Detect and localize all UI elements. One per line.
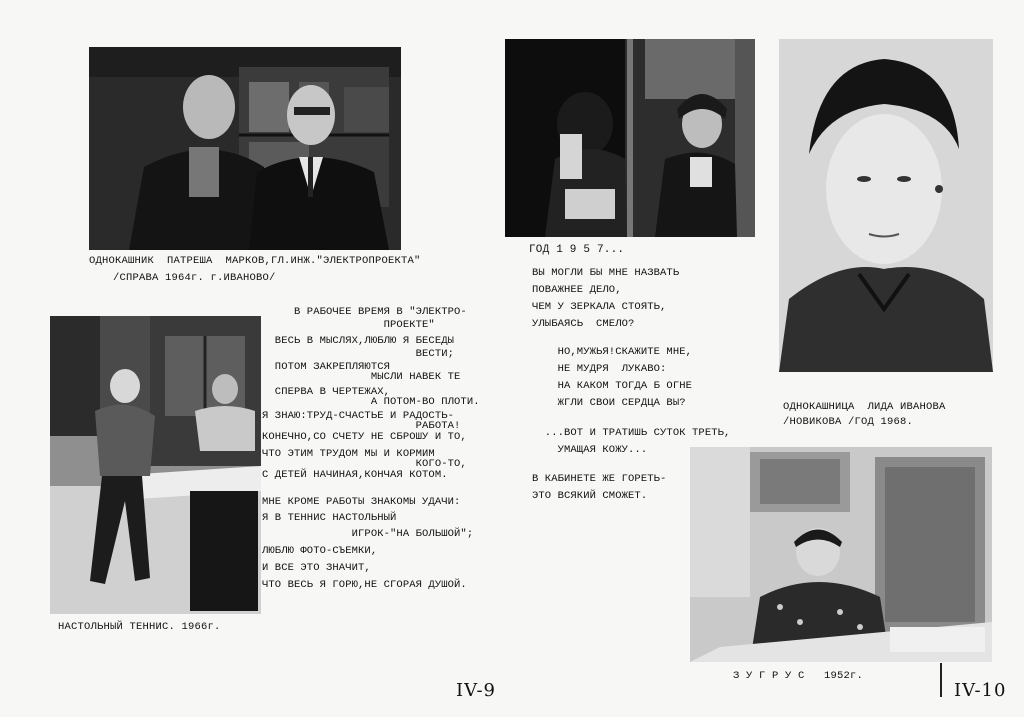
left-poem-line: ПОТОМ ЗАКРЕПЛЯЮТСЯ [262,361,391,373]
office-caption: З У Г Р У С 1952г. [733,670,864,682]
left-poem-line: КОНЕЧНО,СО СЧЕТУ НЕ СБРОШУ И ТО, [262,431,467,443]
photo1-caption-line2: /СПРАВА 1964г. г.ИВАНОВО/ [113,272,276,284]
right-poem-line: НЕ МУДРЯ ЛУКАВО: [532,363,667,375]
right-poem-line: ЧЕМ У ЗЕРКАЛА СТОЯТЬ, [532,301,667,313]
left-poem-line: В РАБОЧЕЕ ВРЕМЯ В "ЭЛЕКТРО- [262,306,467,318]
right-poem-line: УЛЫБАЯСЬ СМЕЛО? [532,318,635,330]
left-poem-line: ВЕСТИ; [262,348,455,360]
photo-portrait-image [779,39,993,372]
left-poem-line: МЫСЛИ НАВЕК ТЕ [262,371,461,383]
year-caption: ГОД 1 9 5 7... [529,244,625,256]
photo-two-men-bookshelf [89,47,401,250]
left-poem-line: РАБОТА! [262,420,461,432]
right-poem-line: ЖГЛИ СВОИ СЕРДЦА ВЫ? [532,397,686,409]
photo-portrait-woman [779,39,993,372]
left-poem-line: ПРОЕКТЕ" [262,319,435,331]
photo1-caption-line1: ОДНОКАШНИК ПАТРЕША МАРКОВ,ГЛ.ИНЖ."ЭЛЕКТРОПРОЕКТА" [89,255,421,267]
photo2-caption: НАСТОЛЬНЫЙ ТЕННИС. 1966г. [58,621,221,633]
right-poem-line: НО,МУЖЬЯ!СКАЖИТЕ МНЕ, [532,346,693,358]
left-poem-line: Я В ТЕННИС НАСТОЛЬНЫЙ [262,512,397,524]
right-poem-line: НА КАКОМ ТОГДА Б ОГНЕ [532,380,693,392]
left-poem-line: КОГО-ТО, [262,458,467,470]
left-poem-line: А ПОТОМ-ВО ПЛОТИ. [262,396,480,408]
left-poem-line: ЛЮБЛЮ ФОТО-СЪЕМКИ, [262,545,378,557]
photo-table-tennis-image [50,316,261,614]
left-poem-line: СПЕРВА В ЧЕРТЕЖАХ, [262,386,391,398]
photo-office-image [690,447,992,662]
page-number-left: IV-9 [456,680,496,701]
left-poem-line: ЧТО ЭТИМ ТРУДОМ МЫ И КОРМИМ [262,448,435,460]
left-poem-line: ВЕСЬ В МЫСЛЯХ,ЛЮБЛЮ Я БЕСЕДЫ [262,335,455,347]
portrait-caption-line1: ОДНОКАШНИЦА ЛИДА ИВАНОВА [783,401,946,413]
photo-woman-office [690,447,992,662]
photo-woman-mirror-image [505,39,755,237]
right-poem-line: В КАБИНЕТЕ ЖЕ ГОРЕТЬ- [532,473,667,485]
left-poem-line: ИГРОК-"НА БОЛЬШОЙ"; [262,528,474,540]
left-poem-line: С ДЕТЕЙ НАЧИНАЯ,КОНЧАЯ КОТОМ. [262,469,448,481]
right-poem-line: ПОВАЖНЕЕ ДЕЛО, [532,284,622,296]
left-poem-line: Я ЗНАЮ:ТРУД-СЧАСТЬЕ И РАДОСТЬ- [262,410,455,422]
left-poem-line: ЧТО ВЕСЬ Я ГОРЮ,НЕ СГОРАЯ ДУШОЙ. [262,579,467,591]
left-poem-line: И ВСЕ ЭТО ЗНАЧИТ, [262,562,371,574]
right-poem-line: ВЫ МОГЛИ БЫ МНЕ НАЗВАТЬ [532,267,680,279]
photo-two-men-image [89,47,401,250]
right-margin-rule [940,663,942,697]
photo-woman-mirror [505,39,755,237]
left-poem-line: МНЕ КРОМЕ РАБОТЫ ЗНАКОМЫ УДАЧИ: [262,496,461,508]
photo-table-tennis [50,316,261,614]
right-poem-line: УМАЩАЯ КОЖУ... [532,444,648,456]
portrait-caption-line2: /НОВИКОВА /ГОД 1968. [783,416,914,428]
page-number-right: IV-10 [954,680,1007,701]
right-poem-line: ...ВОТ И ТРАТИШЬ СУТОК ТРЕТЬ, [532,427,731,439]
right-poem-line: ЭТО ВСЯКИЙ СМОЖЕТ. [532,490,648,502]
